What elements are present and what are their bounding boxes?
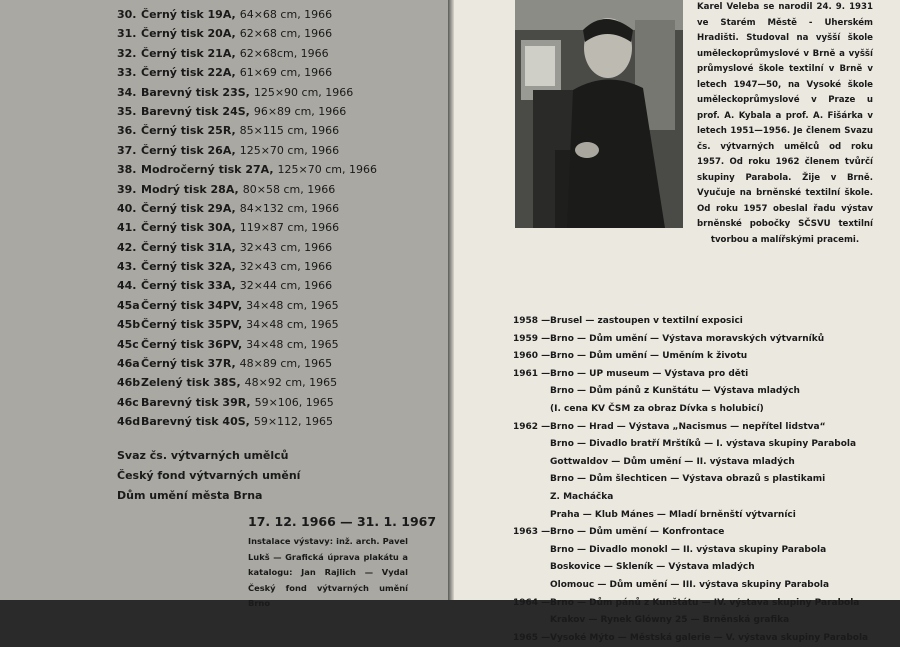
item-number: 46b xyxy=(117,376,141,390)
item-dimensions: 59×112, 1965 xyxy=(253,415,334,429)
item-dimensions: 84×132 cm, 1966 xyxy=(239,201,340,215)
exhibition-text: Praha — Klub Mánes — Mladí brněnští výtvarníci xyxy=(550,509,796,520)
catalogue-item xyxy=(0,218,440,237)
item-dimensions: 125×90 cm, 1966 xyxy=(253,85,354,99)
item-number: 40. xyxy=(117,201,137,215)
exhibition-row xyxy=(513,436,898,454)
item-name: Barevný tisk 23S, xyxy=(141,85,250,99)
catalogue-item xyxy=(0,315,440,334)
exhibition-text: Brno — Divadlo bratří Mrštíků — I. výstava skupiny Parabola xyxy=(550,439,857,450)
item-dimensions: 80×58 cm, 1966 xyxy=(242,182,336,196)
exhibition-row xyxy=(513,507,898,525)
catalogue-item xyxy=(0,238,440,257)
catalogue-item xyxy=(0,141,440,160)
item-title xyxy=(141,160,377,179)
item-dimensions: 119×87 cm, 1966 xyxy=(239,221,340,235)
exhibition-row xyxy=(513,366,898,384)
catalogue-item xyxy=(0,373,440,392)
item-name: Černý tisk 25R, xyxy=(141,124,236,138)
catalogue-item xyxy=(0,393,440,412)
item-number: 37. xyxy=(117,143,137,157)
item-name: Barevný tisk 39R, xyxy=(141,395,251,409)
exhibition-text: (I. cena KV ČSM za obraz Dívka s holubicí) xyxy=(550,403,764,414)
item-dimensions: 96×89 cm, 1966 xyxy=(253,104,347,118)
item-name: Modročerný tisk 27A, xyxy=(141,163,274,177)
item-name: Černý tisk 32A, xyxy=(141,260,236,274)
item-title xyxy=(141,373,337,392)
exhibition-text: Z. Macháčka xyxy=(550,491,614,502)
exhibition-text: Brno — Dům umění — Konfrontace xyxy=(550,527,725,538)
item-number: 35. xyxy=(117,104,137,118)
catalogue-item xyxy=(0,102,440,121)
item-title xyxy=(141,257,332,276)
item-dimensions: 48×92 cm, 1965 xyxy=(244,376,338,390)
exhibition-year: 1959 — xyxy=(513,333,551,344)
catalogue-item xyxy=(0,412,440,431)
item-dimensions: 32×43 cm, 1966 xyxy=(239,240,333,254)
exhibition-row xyxy=(513,630,898,647)
catalogue-list xyxy=(0,5,440,432)
exhibition-text: Brno — Divadlo monokl — II. výstava skupiny Parabola xyxy=(550,544,827,555)
item-dimensions: 34×48 cm, 1965 xyxy=(246,318,339,332)
item-title xyxy=(141,335,339,354)
item-title xyxy=(141,102,346,121)
exhibition-text: Brno — Dům umění — Uměním k životu xyxy=(550,351,748,362)
item-title xyxy=(141,63,332,82)
catalogue-item xyxy=(0,180,440,199)
exhibition-text: Brno — Dům pánů z Kunštátu — IV. výstava skupiny Parabola xyxy=(550,597,860,608)
exhibition-text: Krakov — Rynek Glówny 25 — Brněnská grafika xyxy=(550,615,790,626)
item-title xyxy=(141,393,334,412)
item-dimensions: 34×48 cm, 1965 xyxy=(246,298,339,312)
exhibition-text: Vysoké Mýto — Městská galerie — V. výstava skupiny Parabola xyxy=(550,632,869,643)
item-dimensions: 62×68 cm, 1966 xyxy=(239,27,333,41)
item-number: 43. xyxy=(117,260,137,274)
exhibition-year: 1963 — xyxy=(513,527,551,538)
item-dimensions: 125×70 cm, 1966 xyxy=(239,143,340,157)
exhibition-row xyxy=(513,542,898,560)
item-title xyxy=(141,141,339,160)
item-name: Černý tisk 35PV, xyxy=(141,318,243,332)
item-number: 45a xyxy=(117,298,140,312)
item-title xyxy=(141,5,332,24)
organizer-line: Dům umění města Brna xyxy=(117,489,263,502)
item-number: 30. xyxy=(117,8,137,21)
exhibition-text: Brusel — zastoupen v textilní exposici xyxy=(550,316,743,326)
item-name: Černý tisk 29A, xyxy=(141,201,236,215)
catalogue-item xyxy=(0,276,440,295)
item-number: 45b xyxy=(117,318,141,332)
item-dimensions: 32×43 cm, 1966 xyxy=(239,260,333,274)
exhibition-row xyxy=(513,313,898,331)
item-dimensions: 34×48 cm, 1965 xyxy=(246,337,339,351)
catalogue-item xyxy=(0,121,440,140)
item-dimensions: 85×115 cm, 1966 xyxy=(239,124,340,138)
item-dimensions: 125×70 cm, 1966 xyxy=(277,163,377,177)
exhibition-row xyxy=(513,489,898,507)
item-title xyxy=(141,412,333,431)
exhibition-year: 1958 — xyxy=(513,316,551,326)
catalogue-item xyxy=(0,335,440,354)
item-number: 41. xyxy=(117,221,137,235)
exhibition-year: 1962 — xyxy=(513,421,551,432)
item-number: 38. xyxy=(117,163,137,177)
catalogue-item xyxy=(0,24,440,43)
installation-credits: Instalace výstavy: inž. arch. Pavel Lukš — Grafická úprava plakátu a katalogu: Jan Rajlich — Vydal Český fond výtvarných umění Brno xyxy=(248,536,408,608)
item-dimensions: 62×68cm, 1966 xyxy=(239,46,329,60)
item-name: Černý tisk 36PV, xyxy=(141,337,243,351)
catalogue-item xyxy=(0,354,440,373)
item-dimensions: 61×69 cm, 1966 xyxy=(239,66,333,80)
catalogue-item xyxy=(0,199,440,218)
exhibition-row xyxy=(513,577,898,595)
item-number: 31. xyxy=(117,27,137,41)
exhibition-row xyxy=(513,383,898,401)
catalogue-item xyxy=(0,296,440,315)
exhibition-row xyxy=(513,401,898,419)
exhibition-row xyxy=(513,331,898,349)
exhibition-dates: 17. 12. 1966 — 31. 1. 1967 xyxy=(248,514,437,529)
exhibition-row xyxy=(513,348,898,366)
catalogue-item xyxy=(0,44,440,63)
exhibition-text: Gottwaldov — Dům umění — II. výstava mladých xyxy=(550,456,795,467)
item-name: Černý tisk 34PV, xyxy=(141,298,243,312)
item-title xyxy=(141,180,335,199)
catalogue-item xyxy=(0,63,440,82)
exhibition-year: 1960 — xyxy=(513,351,551,362)
exhibition-year: 1964 — xyxy=(513,597,551,608)
exhibition-row xyxy=(513,419,898,437)
item-name: Černý tisk 33A, xyxy=(141,279,236,293)
item-name: Černý tisk 19A, xyxy=(141,8,236,21)
item-number: 46c xyxy=(117,395,139,409)
item-number: 39. xyxy=(117,182,137,196)
exhibition-row xyxy=(513,559,898,577)
item-dimensions: 59×106, 1965 xyxy=(254,395,334,409)
item-number: 34. xyxy=(117,85,137,99)
exhibition-row xyxy=(513,454,898,472)
item-number: 36. xyxy=(117,124,137,138)
catalogue-item xyxy=(0,5,440,24)
item-title xyxy=(141,276,332,295)
item-name: Černý tisk 26A, xyxy=(141,143,236,157)
item-name: Černý tisk 31A, xyxy=(141,240,236,254)
organizer-line: Český fond výtvarných umění xyxy=(117,469,301,482)
exhibition-year: 1965 — xyxy=(513,632,551,643)
exhibition-row xyxy=(513,595,898,613)
item-name: Barevný tisk 40S, xyxy=(141,415,250,429)
item-title xyxy=(141,24,332,43)
artist-biography: Karel Veleba se narodil 24. 9. 1931 ve Starém Městě - Uherském Hradišti. Studoval na vyšší škole uměleckoprůmyslové v Brně a vyšší průmyslové škole textilní v Brně v letech 1947—50, na Vysoké škole uměleckoprůmyslové v Praze u prof. A. Kybala a prof. A. Fišárka v letech 1951—1956. Je členem Svazu čs. výtvarných umělců od roku 1957. Od roku 1962 členem tvůrčí skupiny Parabola. Žije v Brně. Vyučuje na brněnské textilní škole. Od roku 1957 obeslal řadu výstav brněnské pobočky SČSVU textilní tvorbou a malířskými pracemi. xyxy=(697,2,873,245)
exhibition-year: 1961 — xyxy=(513,368,551,379)
exhibition-text: Brno — Hrad — Výstava „Nacismus — nepřítel lidstva“ xyxy=(550,421,826,432)
item-name: Černý tisk 30A, xyxy=(141,221,236,235)
item-title xyxy=(141,199,339,218)
item-title xyxy=(141,218,339,237)
item-name: Černý tisk 37R, xyxy=(141,357,236,371)
exhibition-text: Boskovice — Skleník — Výstava mladých xyxy=(550,562,755,573)
item-number: 46d xyxy=(117,415,141,429)
item-dimensions: 48×89 cm, 1965 xyxy=(239,357,333,371)
item-number: 32. xyxy=(117,46,137,60)
item-title xyxy=(141,354,332,373)
item-title xyxy=(141,238,332,257)
item-title xyxy=(141,121,339,140)
item-dimensions: 64×68 cm, 1966 xyxy=(239,8,333,21)
catalogue-item xyxy=(0,257,440,276)
item-dimensions: 32×44 cm, 1966 xyxy=(239,279,333,293)
item-name: Barevný tisk 24S, xyxy=(141,104,250,118)
exhibition-text: Brno — Dům pánů z Kunštátu — Výstava mladých xyxy=(550,386,800,397)
item-number: 33. xyxy=(117,66,137,80)
catalogue-item xyxy=(0,83,440,102)
item-title xyxy=(141,315,339,334)
item-title xyxy=(141,44,329,63)
item-name: Černý tisk 22A, xyxy=(141,66,236,80)
exhibition-row xyxy=(513,612,898,630)
catalogue-item xyxy=(0,160,440,179)
exhibition-history xyxy=(513,313,898,647)
item-number: 46a xyxy=(117,357,140,371)
item-number: 45c xyxy=(117,337,139,351)
item-number: 42. xyxy=(117,240,137,254)
item-name: Černý tisk 20A, xyxy=(141,27,236,41)
item-title xyxy=(141,83,353,102)
item-number: 44. xyxy=(117,279,137,293)
exhibition-text: Olomouc — Dům umění — III. výstava skupiny Parabola xyxy=(550,579,830,590)
exhibition-text: Brno — Dům šlechticen — Výstava obrazů s plastikami xyxy=(550,474,826,485)
item-name: Černý tisk 21A, xyxy=(141,46,236,60)
organizers xyxy=(117,446,300,506)
item-name: Modrý tisk 28A, xyxy=(141,182,239,196)
exhibition-text: Brno — Dům umění — Výstava moravských výtvarníků xyxy=(550,333,825,344)
item-title xyxy=(141,296,339,315)
organizer-line: Svaz čs. výtvarných umělců xyxy=(117,449,289,462)
exhibition-row xyxy=(513,524,898,542)
exhibition-text: Brno — UP museum — Výstava pro děti xyxy=(550,368,749,379)
artist-photo xyxy=(515,0,683,228)
exhibition-row xyxy=(513,471,898,489)
item-name: Zelený tisk 38S, xyxy=(141,376,241,390)
